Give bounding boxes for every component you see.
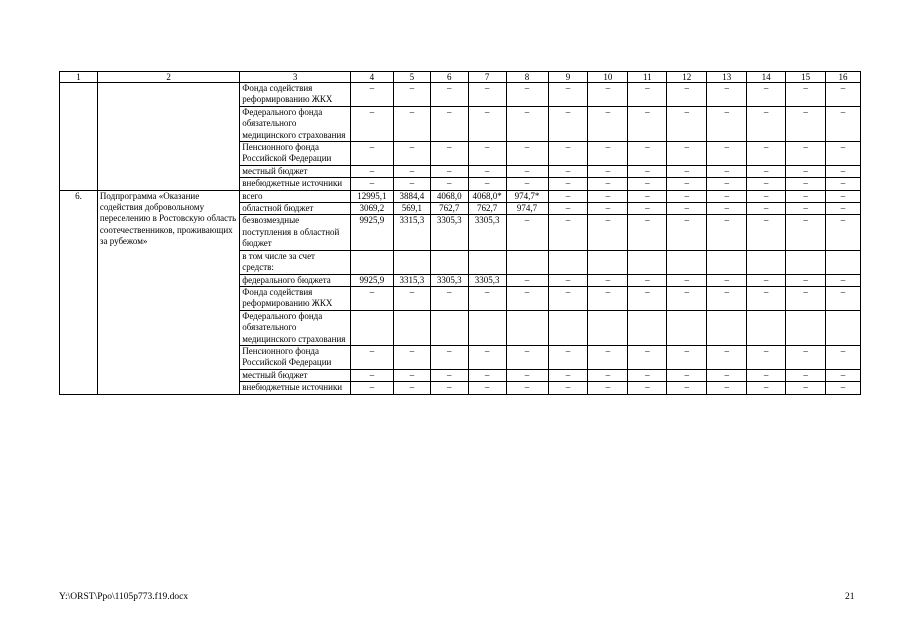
value-cell: – — [430, 345, 468, 369]
value-cell: – — [548, 190, 588, 202]
value-cell: – — [393, 369, 430, 381]
value-cell: – — [350, 178, 393, 190]
page-number: 21 — [845, 592, 855, 602]
value-cell: – — [786, 142, 826, 166]
value-cell: – — [350, 382, 393, 394]
value-cell — [350, 250, 393, 274]
value-cell: – — [468, 165, 506, 177]
value-cell: – — [786, 203, 826, 215]
value-cell — [826, 250, 861, 274]
table-row — [60, 83, 861, 107]
value-cell: – — [548, 83, 588, 107]
value-cell — [548, 250, 588, 274]
value-cell: – — [393, 165, 430, 177]
value-cell: – — [430, 382, 468, 394]
funding-source: Пенсионного фонда Российской Федерации — [240, 345, 351, 369]
value-cell: – — [350, 345, 393, 369]
value-cell — [628, 250, 667, 274]
value-cell: 4068,0* — [468, 190, 506, 202]
value-cell: – — [393, 178, 430, 190]
value-cell — [588, 310, 628, 345]
value-cell: – — [707, 190, 747, 202]
value-cell: – — [430, 369, 468, 381]
value-cell: – — [548, 142, 588, 166]
value-cell: – — [786, 165, 826, 177]
value-cell: – — [628, 369, 667, 381]
value-cell: – — [430, 165, 468, 177]
value-cell: – — [506, 106, 548, 141]
value-cell: – — [747, 178, 786, 190]
value-cell — [707, 250, 747, 274]
value-cell: 3884,4 — [393, 190, 430, 202]
value-cell: – — [588, 165, 628, 177]
value-cell: – — [707, 165, 747, 177]
value-cell: – — [628, 178, 667, 190]
value-cell: – — [786, 274, 826, 286]
value-cell: – — [667, 286, 707, 310]
value-cell: – — [506, 142, 548, 166]
value-cell: – — [826, 142, 861, 166]
value-cell: – — [786, 286, 826, 310]
value-cell: 974,7* — [506, 190, 548, 202]
finance-table — [59, 71, 861, 395]
value-cell: – — [826, 178, 861, 190]
value-cell: – — [393, 142, 430, 166]
value-cell: – — [667, 345, 707, 369]
value-cell: 3315,3 — [393, 274, 430, 286]
funding-source: местный бюджет — [240, 165, 351, 177]
value-cell: 762,7 — [468, 203, 506, 215]
value-cell — [430, 250, 468, 274]
funding-source: Федерального фонда обязательного медицинского страхования — [240, 310, 351, 345]
value-cell: – — [588, 203, 628, 215]
item-name-cell — [97, 83, 239, 191]
value-cell: – — [786, 382, 826, 394]
value-cell: – — [588, 106, 628, 141]
value-cell: – — [786, 83, 826, 107]
funding-source: Фонда содействия реформированию ЖКХ — [240, 83, 351, 107]
value-cell: – — [628, 106, 667, 141]
funding-source: Пенсионного фонда Российской Федерации — [240, 142, 351, 166]
value-cell: – — [786, 178, 826, 190]
value-cell: – — [506, 382, 548, 394]
value-cell: – — [468, 83, 506, 107]
value-cell — [393, 250, 430, 274]
value-cell: – — [468, 345, 506, 369]
value-cell: – — [506, 286, 548, 310]
header-cell-5: 5 — [393, 72, 430, 83]
funding-source: Фонда содействия реформированию ЖКХ — [240, 286, 351, 310]
value-cell: – — [548, 286, 588, 310]
header-cell-7: 7 — [468, 72, 506, 83]
value-cell: – — [588, 142, 628, 166]
value-cell: – — [588, 382, 628, 394]
value-cell: – — [707, 345, 747, 369]
file-path: Y:\ORST\Ppo\1105p773.f19.docx — [59, 592, 189, 602]
header-cell-2: 2 — [97, 72, 239, 83]
value-cell: – — [588, 274, 628, 286]
value-cell: – — [350, 165, 393, 177]
value-cell: 3305,3 — [468, 274, 506, 286]
value-cell: – — [747, 382, 786, 394]
value-cell: – — [393, 286, 430, 310]
value-cell: – — [707, 142, 747, 166]
header-cell-15: 15 — [786, 72, 826, 83]
value-cell: – — [430, 83, 468, 107]
value-cell: 4068,0 — [430, 190, 468, 202]
header-cell-13: 13 — [707, 72, 747, 83]
value-cell: – — [826, 274, 861, 286]
value-cell: – — [506, 274, 548, 286]
value-cell: – — [506, 345, 548, 369]
value-cell: – — [468, 369, 506, 381]
value-cell: – — [786, 345, 826, 369]
value-cell — [393, 310, 430, 345]
value-cell: – — [588, 345, 628, 369]
value-cell — [826, 310, 861, 345]
value-cell: – — [707, 286, 747, 310]
value-cell — [747, 250, 786, 274]
value-cell: – — [786, 215, 826, 250]
value-cell: – — [548, 369, 588, 381]
value-cell: – — [667, 274, 707, 286]
value-cell: – — [667, 215, 707, 250]
value-cell: – — [628, 83, 667, 107]
value-cell — [786, 250, 826, 274]
value-cell: – — [468, 106, 506, 141]
value-cell: – — [747, 165, 786, 177]
value-cell — [667, 250, 707, 274]
value-cell — [667, 310, 707, 345]
value-cell: – — [826, 215, 861, 250]
value-cell — [430, 310, 468, 345]
value-cell: – — [548, 165, 588, 177]
value-cell: – — [468, 142, 506, 166]
value-cell: – — [628, 190, 667, 202]
value-cell: – — [826, 203, 861, 215]
value-cell: – — [468, 286, 506, 310]
value-cell: – — [707, 215, 747, 250]
value-cell: – — [548, 178, 588, 190]
value-cell: – — [747, 83, 786, 107]
value-cell: – — [628, 215, 667, 250]
value-cell: – — [667, 142, 707, 166]
value-cell: – — [548, 274, 588, 286]
value-cell: – — [548, 345, 588, 369]
value-cell: – — [393, 345, 430, 369]
funding-source: внебюджетные источники — [240, 382, 351, 394]
funding-source: всего — [240, 190, 351, 202]
value-cell: – — [667, 203, 707, 215]
value-cell: – — [393, 106, 430, 141]
value-cell: – — [667, 382, 707, 394]
table-body — [60, 72, 861, 395]
value-cell: – — [588, 190, 628, 202]
value-cell: – — [468, 382, 506, 394]
funding-source: федерального бюджета — [240, 274, 351, 286]
value-cell: 762,7 — [430, 203, 468, 215]
value-cell: – — [628, 142, 667, 166]
value-cell: – — [747, 190, 786, 202]
value-cell: – — [707, 382, 747, 394]
item-number-cell — [60, 83, 98, 191]
value-cell — [588, 250, 628, 274]
value-cell — [506, 310, 548, 345]
value-cell: – — [393, 83, 430, 107]
value-cell: – — [747, 106, 786, 141]
funding-source: местный бюджет — [240, 369, 351, 381]
value-cell: – — [826, 382, 861, 394]
value-cell: – — [430, 286, 468, 310]
value-cell: – — [707, 83, 747, 107]
value-cell — [747, 310, 786, 345]
funding-source: в том числе за счет средств: — [240, 250, 351, 274]
value-cell: – — [588, 83, 628, 107]
value-cell: – — [826, 286, 861, 310]
value-cell: 12995,1 — [350, 190, 393, 202]
header-cell-1: 1 — [60, 72, 98, 83]
value-cell: – — [747, 345, 786, 369]
value-cell — [786, 310, 826, 345]
value-cell — [548, 310, 588, 345]
value-cell: – — [707, 369, 747, 381]
value-cell: 974,7 — [506, 203, 548, 215]
value-cell: – — [588, 178, 628, 190]
value-cell: – — [747, 274, 786, 286]
value-cell: – — [468, 178, 506, 190]
header-cell-6: 6 — [430, 72, 468, 83]
value-cell: – — [588, 369, 628, 381]
value-cell: – — [667, 83, 707, 107]
value-cell: – — [350, 369, 393, 381]
header-cell-9: 9 — [548, 72, 588, 83]
value-cell — [707, 310, 747, 345]
header-cell-3: 3 — [240, 72, 351, 83]
header-cell-14: 14 — [747, 72, 786, 83]
value-cell: – — [628, 274, 667, 286]
table-row — [60, 190, 861, 202]
value-cell: – — [826, 165, 861, 177]
value-cell: 3305,3 — [430, 215, 468, 250]
value-cell: – — [548, 215, 588, 250]
value-cell: – — [667, 369, 707, 381]
value-cell: 3305,3 — [430, 274, 468, 286]
value-cell: – — [628, 382, 667, 394]
value-cell: – — [506, 178, 548, 190]
value-cell: 9925,9 — [350, 215, 393, 250]
value-cell: – — [826, 106, 861, 141]
value-cell: – — [667, 165, 707, 177]
value-cell: – — [350, 286, 393, 310]
value-cell: – — [707, 106, 747, 141]
value-cell — [628, 310, 667, 345]
value-cell: – — [430, 178, 468, 190]
header-cell-16: 16 — [826, 72, 861, 83]
header-cell-11: 11 — [628, 72, 667, 83]
value-cell: – — [747, 142, 786, 166]
value-cell: – — [430, 142, 468, 166]
value-cell: – — [588, 215, 628, 250]
value-cell: – — [707, 274, 747, 286]
value-cell: 3305,3 — [468, 215, 506, 250]
funding-source: внебюджетные источники — [240, 178, 351, 190]
value-cell: – — [506, 215, 548, 250]
value-cell: – — [667, 106, 707, 141]
header-cell-12: 12 — [667, 72, 707, 83]
value-cell: – — [430, 106, 468, 141]
value-cell: – — [747, 286, 786, 310]
value-cell: – — [786, 369, 826, 381]
value-cell: – — [786, 190, 826, 202]
value-cell: – — [747, 203, 786, 215]
value-cell — [350, 310, 393, 345]
value-cell: – — [747, 369, 786, 381]
value-cell: – — [350, 83, 393, 107]
subprogram-name: Подпрограмма «Оказание содействия добровольному переселению в Ростовскую область соотечественников, проживающих за рубежом» — [97, 190, 239, 394]
value-cell: – — [628, 345, 667, 369]
value-cell: – — [350, 142, 393, 166]
header-cell-4: 4 — [350, 72, 393, 83]
funding-source: областной бюджет — [240, 203, 351, 215]
value-cell: – — [350, 106, 393, 141]
header-row — [60, 72, 861, 83]
value-cell: – — [548, 106, 588, 141]
header-cell-8: 8 — [506, 72, 548, 83]
value-cell: – — [588, 286, 628, 310]
value-cell: – — [628, 286, 667, 310]
funding-source: Федерального фонда обязательного медицинского страхования — [240, 106, 351, 141]
value-cell — [506, 250, 548, 274]
value-cell — [468, 310, 506, 345]
value-cell: – — [826, 345, 861, 369]
value-cell: 3315,3 — [393, 215, 430, 250]
value-cell: – — [506, 369, 548, 381]
value-cell: – — [786, 106, 826, 141]
value-cell — [468, 250, 506, 274]
value-cell: – — [628, 203, 667, 215]
value-cell: – — [707, 203, 747, 215]
value-cell: 9925,9 — [350, 274, 393, 286]
value-cell: – — [393, 382, 430, 394]
value-cell: – — [826, 190, 861, 202]
value-cell: 3069,2 — [350, 203, 393, 215]
value-cell: – — [826, 83, 861, 107]
value-cell: – — [548, 382, 588, 394]
subprogram-number: 6. — [60, 190, 98, 394]
header-cell-10: 10 — [588, 72, 628, 83]
value-cell: – — [826, 369, 861, 381]
value-cell: 569,1 — [393, 203, 430, 215]
value-cell: – — [628, 165, 667, 177]
value-cell: – — [506, 83, 548, 107]
value-cell: – — [506, 165, 548, 177]
value-cell: – — [747, 215, 786, 250]
value-cell: – — [667, 190, 707, 202]
value-cell: – — [707, 178, 747, 190]
value-cell: – — [548, 203, 588, 215]
value-cell: – — [667, 178, 707, 190]
funding-source: безвозмездные поступления в областной бюджет — [240, 215, 351, 250]
